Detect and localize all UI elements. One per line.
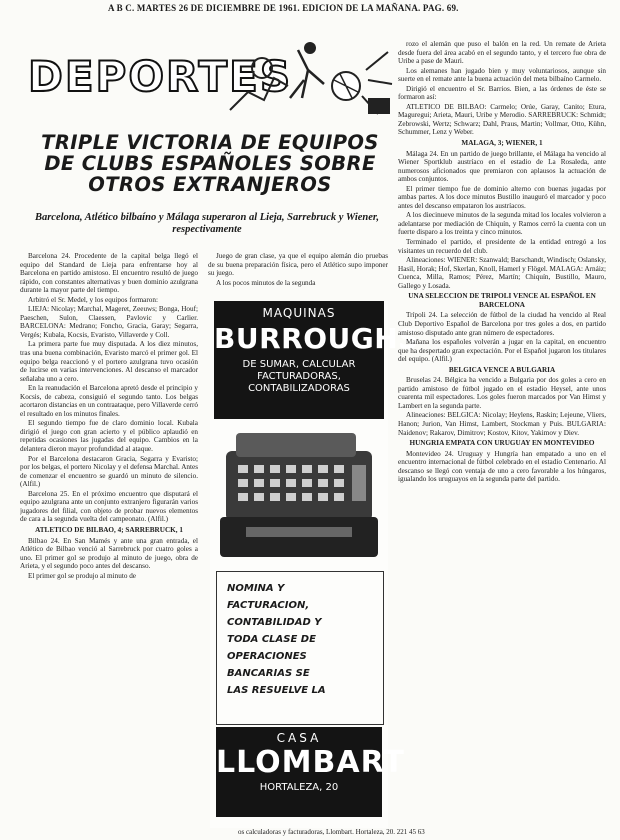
ad-service-line: NOMINA Y FACTURACION, <box>227 583 310 611</box>
ad-store-banner <box>216 727 405 817</box>
page-header: A B C. MARTES 26 DE DICIEMBRE DE 1961. EDICION DE LA MAÑANA. PAG. 69. <box>108 3 459 13</box>
ad-casa: CASA <box>276 731 322 745</box>
article-column-right <box>398 40 606 838</box>
ad-store-name: LLOMBART <box>216 745 405 780</box>
headline-subtitle: Barcelona, Atlético bilbaíno y Málaga superaron al Lieja, Sarrebruck y Wiener, respectivamente <box>34 212 380 235</box>
section-title: DEPORTES <box>28 52 293 101</box>
ad-service-line: LAS RESUELVE LA <box>227 685 326 696</box>
article-subheading: HUNGRIA EMPATA CON URUGUAY EN MONTEVIDEO <box>409 439 595 448</box>
article-paragraph: Bilbao 24. En San Mamés y ante una gran entrada, el Atlético de Bilbao venció al Sarrebruck por cuatro goles a uno. El primer gol se produjo al minuto de juego, obra de Arieta, y el segundo poco antes del descanso. <box>20 536 198 571</box>
article-paragraph: Bruselas 24. Bélgica ha vencido a Bulgaria por dos goles a cero en partido amistoso de fútbol jugado en el estadio Heysel, ante unos cuarenta mil espectadores. Los goles fueron marcados por Van Himst y Lambert en la segunda parte. <box>398 376 606 410</box>
article-paragraph: Mañana los españoles volverán a jugar en la capital, en encuentro que ha despertado gran expectación. Por el Español jugaron los titulares del equipo. (Alfil.) <box>398 338 606 364</box>
ad-service-line: TODA CLASE DE <box>227 634 316 645</box>
ad-banner <box>214 301 419 419</box>
article-paragraph: LIEJA: Nicolay; Marchal, Mageret, Zeeuws; Bonga, Houf; Paeschen, Sulon, Claessen, Pavlovic y Carlier. BARCELONA: Medrano; Foncho, Gracia, Garay; Segarra, Vergés; Kubala, Kocsis, Evaristo, Villaverde y Coll. <box>20 305 198 339</box>
ad-line: FACTURADORAS, <box>257 371 341 382</box>
article-paragraph: El primer tiempo fue de dominio alterno con buenas jugadas por ambas partes. A los doce minutos Bustillo inauguró el marcador y poco antes del descanso empataron los austríacos. <box>398 184 606 210</box>
article-paragraph: A los diecinueve minutos de la segunda mitad los locales volvieron a adelantarse por mediación de Chiquín, y Ramos cerró la cuenta con un fuerte disparo a los treinta y cinco minutos. <box>398 211 606 237</box>
article-paragraph: Dirigió el encuentro el Sr. Barrios. Bien, a las órdenes de éste se formaron así: <box>398 84 606 102</box>
article-subheading: BELGICA VENCE A BULGARIA <box>448 365 556 374</box>
article-paragraph: Arbitró el Sr. Medel, y los equipos formaron: <box>28 295 158 304</box>
sports-illustration <box>228 40 396 122</box>
article-paragraph: En la reanudación el Barcelona apretó desde el principio y Kocsis, de cabeza, consiguió el segundo tanto. Los belgas acortaron distancias en un contraataque, pero Villaverde cerró el resultado en los minutos finales. <box>20 384 198 418</box>
ad-line: CONTABILIZADORAS <box>248 383 350 394</box>
headline-line: OTROS EXTRANJEROS <box>88 173 332 196</box>
article-paragraph: Montevideo 24. Uruguay y Hungría han empatado a uno en el encuentro internacional de fútbol celebrado en el estadio Centenario. Al descanso se llegó con ventaja de uno a cero favorable a los húngaros, igualando los uruguayos en la segunda parte del partido. <box>398 449 606 484</box>
article-paragraph: rozo el alemán que puso el balón en la red. Un remate de Arieta desde fuera del área acabó en el segundo tanto, y el tercero fue obra de Uribe a pase de Mauri. <box>398 40 606 66</box>
ad-services-box <box>216 571 384 725</box>
article-paragraph: El primer gol se produjo al minuto de <box>28 571 136 580</box>
ad-service-line: OPERACIONES <box>227 651 307 662</box>
ad-line: DE SUMAR, CALCULAR <box>242 359 356 370</box>
article-paragraph: Alineaciones: WIENER: Szanwald; Barschandt, Windisch; Oslansky, Hasil, Horak; Hof, Skerlan, Knoll, Hamerl y Flögel. MALAGA: Arnáiz; Cuenca, Milla, Ramos; Pérez, Martín; Chiquín, Bustillo, Mauro, Gallego y Losada. <box>398 256 606 290</box>
article-paragraph: Terminado el partido, el presidente de la entidad entregó a los visitantes un recuerdo del club. <box>398 238 606 255</box>
main-headline <box>30 132 390 195</box>
article-paragraph: Málaga 24. En un partido de juego brillante, el Málaga ha vencido al Wiener Sportklub austríaco en el estadio de La Rosaleda, ante numerosos aficionados que premiaron con aplausos la actuación de ambos conjuntos. <box>398 149 606 184</box>
article-paragraph: A los pocos minutos de la segunda <box>216 278 316 287</box>
article-paragraph: Trípoli 24. La selección de fútbol de la ciudad ha vencido al Real Club Deportivo Español de Barcelona por tres goles a dos, en partido amistoso disputado ante gran número de espectadores. <box>398 311 606 337</box>
article-paragraph: Juego de gran clase, ya que el equipo alemán dio pruebas de su buena preparación física, pero el Atlético supo imponer su juego. <box>208 252 388 278</box>
article-subheading: MALAGA, 3; WIENER, 1 <box>461 139 543 148</box>
article-subheading: UNA SELECCION DE TRIPOLI VENCE AL ESPAÑOL EN BARCELONA <box>408 292 596 309</box>
article-paragraph: Barcelona 24. Procedente de la capital belga llegó el equipo del Standard de Lieja para enfrentarse hoy al Barcelona en partido amistoso. El encuentro resultó de juego rápido, con constantes alternativas y buen dominio azulgrana durante la mayor parte del tiempo. <box>20 252 198 295</box>
article-paragraph: Los alemanes han jugado bien y muy voluntariosos, aunque sin suerte en el remate ante la buena actuación del meta bilbaíno Carmelo. <box>398 66 606 84</box>
calculator-machine-illustration <box>216 421 382 569</box>
article-paragraph: Por el Barcelona destacaron Gracia, Segarra y Evaristo; por los belgas, el portero Nicolay y el defensa Marchal. Antes de comenzar el encuentro se guardó un minuto de silencio. (Alfil.) <box>20 454 198 489</box>
article-column-middle <box>208 252 388 298</box>
headline-line: TRIPLE VICTORIA DE EQUIPOS <box>41 131 379 154</box>
ad-top-label: MAQUINAS <box>262 306 336 320</box>
ad-service-line: BANCARIAS SE <box>227 668 310 679</box>
headline-line: DE CLUBS ESPAÑOLES SOBRE <box>44 152 376 175</box>
ad-description <box>214 359 384 395</box>
article-subheading: ATLETICO DE BILBAO, 4; SARREBRUCK, 1 <box>35 525 183 534</box>
ad-services-text <box>227 580 367 699</box>
ad-footer-line: os calculadoras y facturadoras, Llombart. Hortaleza, 20. 221 45 63 <box>238 828 425 836</box>
ad-service-line: CONTABILIDAD Y <box>227 617 322 628</box>
article-paragraph: El segundo tiempo fue de claro dominio local. Kubala dirigió el juego con gran acierto y el público aplaudió en repetidas ocasiones las jugadas del equipo. Cambios en la delantera dieron mayor profundidad al ataque. <box>20 419 198 454</box>
article-paragraph: Alineaciones: BELGICA: Nicolay; Heylens, Raskin; Lejeune, Vliers, Hanon; Jurion, Van Himst, Lambert, Stockman y Puis. BULGARIA: Naidenov; Rakarov, Dimitrov; Kostov, Kitov, Yakimov y Diev. <box>398 411 606 437</box>
burroughs-advertisement <box>210 301 419 828</box>
article-paragraph: ATLETICO DE BILBAO: Carmelo; Orúe, Garay, Canito; Etura, Maguregui; Arieta, Mauri, Uribe y Merodio. SARREBRUCK: Schmidt; Zebrowski, Wertz; Schwarz; Dahl, Praus, Martin; Vollmar, Otto, Kühn, Schummer, Lenz y Weber. <box>398 102 606 137</box>
article-column-left <box>20 252 198 838</box>
article-paragraph: La primera parte fue muy disputada. A los diez minutos, tras una buena combinación, Evaristo marcó el primer gol. El equipo belga reaccionó y el portero azulgrana tuvo ocasión de lucirse en varias intervenciones. Al descanso el marcador señalaba uno a cero. <box>20 340 198 383</box>
ad-store-address: HORTALEZA, 20 <box>259 782 339 793</box>
ad-brand: BURROUGHS <box>214 322 419 355</box>
article-paragraph: Barcelona 25. En el próximo encuentro que disputará el equipo azulgrana ante un conjunto extranjero figurarán varios jugadores del filial, con objeto de probar nuevos elementos de cara a la segunda vuelta del campeonato. (Alfil.) <box>20 489 198 524</box>
